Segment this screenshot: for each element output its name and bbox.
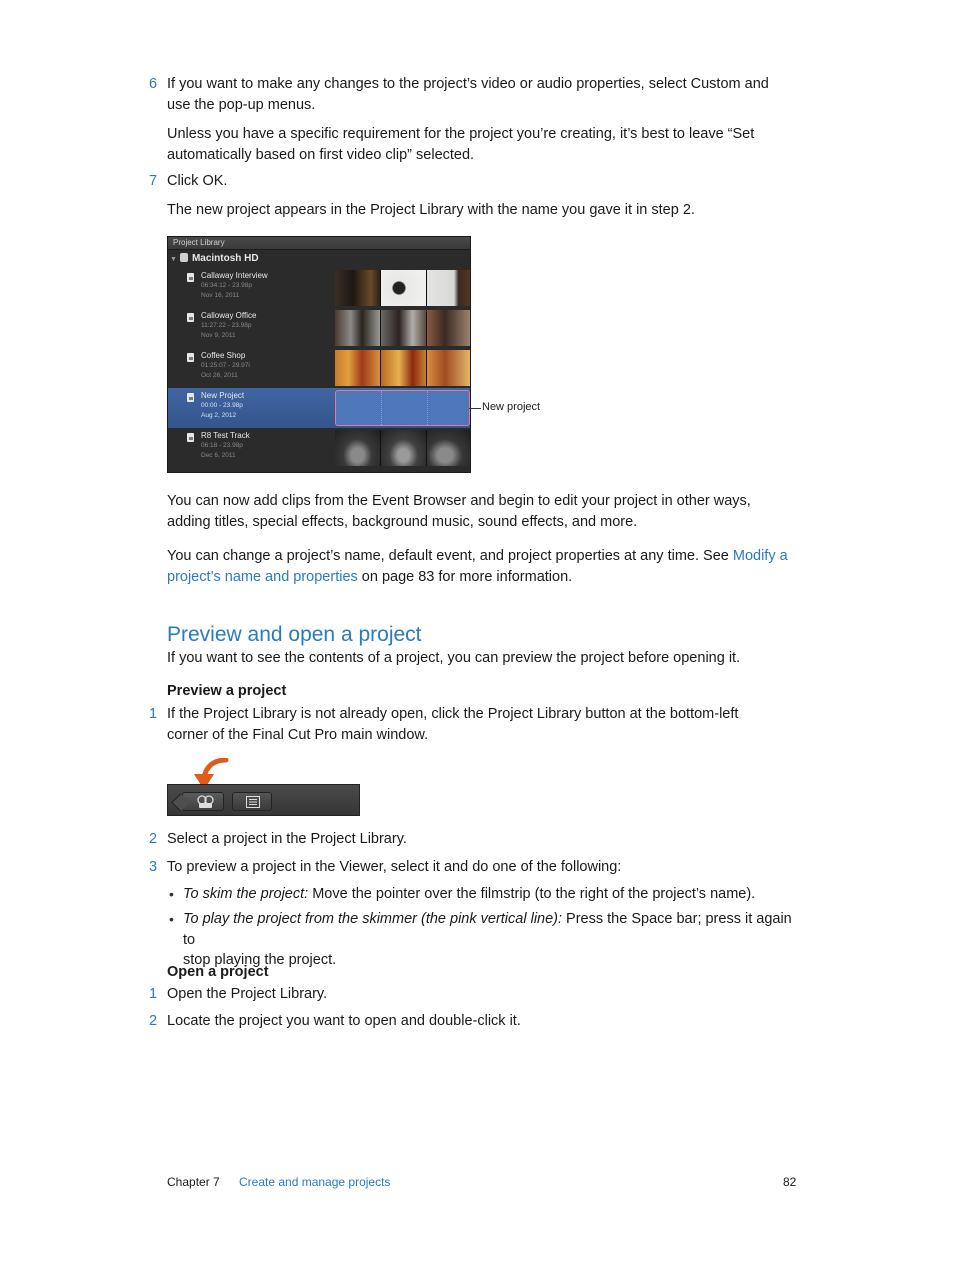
callout-label: New project (482, 401, 541, 413)
project-meta (201, 361, 250, 381)
document-icon (187, 273, 194, 282)
project-row[interactable] (168, 308, 470, 348)
bullet-icon: • (169, 886, 174, 902)
project-date: Aug 2, 2012 (201, 412, 237, 419)
modify-project-link[interactable]: project’s name and properties (167, 568, 358, 585)
filmstrip-frame (427, 430, 470, 466)
hard-drive-icon (180, 253, 188, 262)
paragraph-line (167, 567, 797, 588)
step-result: The new project appears in the Project Library with the name you gave it in step 2. (167, 202, 695, 218)
footer-chapter: Chapter 7 (167, 1175, 220, 1189)
project-library-header: Project Library (168, 237, 470, 250)
step-number: 1 (149, 706, 158, 722)
filmstrip-frame (381, 310, 427, 346)
project-name: Coffee Shop (201, 351, 246, 360)
step-number: 1 (149, 986, 158, 1002)
footer-chapter-link[interactable]: Create and manage projects (239, 1175, 391, 1189)
filmstrip-frame (335, 310, 381, 346)
project-filmstrip[interactable] (335, 310, 470, 346)
bullet-text (183, 884, 798, 905)
paragraph-line: adding titles, special effects, background music, sound effects, and more. (167, 513, 638, 530)
step-text: To preview a project in the Viewer, select it and do one of the following: (167, 859, 622, 875)
paragraph-text: on page 83 for more information. (357, 568, 573, 585)
document-icon (187, 353, 194, 362)
filmstrip-frame (381, 430, 427, 466)
step-text (167, 704, 797, 745)
subheading: Preview a project (167, 683, 287, 699)
callout-line (469, 408, 481, 409)
project-library-button-icon (195, 795, 217, 809)
project-row[interactable] (168, 348, 470, 388)
paragraph-text: You can change a project’s name, default event, and project properties at any time. See (167, 548, 733, 564)
filmstrip-frame (336, 391, 382, 426)
project-row-selected[interactable] (168, 388, 470, 428)
document-icon (187, 393, 194, 402)
step-note-line: automatically based on first video clip” selected. (167, 146, 475, 163)
modify-project-link[interactable]: Modify a (732, 548, 788, 564)
toolbar-screenshot (167, 784, 360, 816)
project-name: New Project (201, 391, 245, 400)
bullet-line: stop playing the project. (183, 952, 337, 968)
step-number: 7 (149, 173, 158, 189)
empty-project-filmstrip[interactable] (335, 390, 470, 426)
subheading: Open a project (167, 964, 269, 980)
step-number: 3 (149, 859, 158, 875)
paragraph (167, 546, 797, 587)
step-text (167, 74, 797, 115)
project-timecode: 00:00 - 23.98p (201, 402, 243, 409)
drive-label: Macintosh HD (191, 253, 259, 264)
project-filmstrip[interactable] (335, 270, 470, 306)
project-date: Nov 16, 2011 (201, 292, 240, 299)
filmstrip-frame (335, 270, 381, 306)
bullet-line (183, 909, 798, 950)
project-timecode: 06:18 - 23.98p (201, 442, 243, 449)
step-number: 6 (149, 76, 158, 92)
project-date: Nov 9, 2011 (201, 332, 236, 339)
page-number: 82 (783, 1175, 797, 1189)
project-meta (201, 401, 243, 421)
project-meta (201, 441, 243, 461)
event-list-button-icon (246, 796, 260, 808)
document-icon (187, 433, 194, 442)
project-library-screenshot (167, 236, 471, 473)
drive-row[interactable] (168, 250, 470, 268)
filmstrip-frame (428, 391, 470, 426)
project-filmstrip[interactable] (335, 350, 470, 386)
project-filmstrip[interactable] (335, 430, 470, 466)
project-library-button[interactable] (182, 792, 224, 811)
step-text-line: use the pop-up menus. (167, 96, 316, 113)
bullet-body: Press the Space bar; press it again to (183, 911, 792, 948)
project-row[interactable] (168, 268, 470, 308)
step-text: Open the Project Library. (167, 986, 328, 1002)
step-text-line: If you want to make any changes to the project’s video or audio properties, select Custom and (167, 76, 769, 92)
project-name: R8 Test Track (201, 431, 250, 440)
bullet-body: Move the pointer over the filmstrip (to the right of the project’s name). (308, 886, 756, 902)
step-text-line: If the Project Library is not already open, click the Project Library button at the bottom-left (167, 706, 739, 722)
step-text: Select a project in the Project Library. (167, 831, 407, 847)
project-meta (201, 281, 252, 301)
section-intro: If you want to see the contents of a project, you can preview the project before opening it. (167, 650, 741, 666)
bullet-icon: • (169, 911, 174, 927)
step-note (167, 124, 797, 165)
filmstrip-frame (427, 270, 470, 306)
step-note-line: Unless you have a specific requirement for the project you’re creating, it’s best to leave “Set (167, 126, 755, 142)
section-title: Preview and open a project (167, 623, 422, 646)
bullet-lead: To play the project from the skimmer (the pink vertical line): (183, 911, 563, 927)
project-date: Oct 26, 2011 (201, 372, 238, 379)
project-timecode: 01:25:07 - 29.97i (201, 362, 250, 369)
filmstrip-frame (381, 350, 427, 386)
paragraph-line (167, 546, 797, 567)
filmstrip-frame (382, 391, 428, 426)
step-number: 2 (149, 1013, 158, 1029)
project-row[interactable] (168, 428, 470, 468)
filmstrip-frame (335, 430, 381, 466)
project-timecode: 11:27:22 - 23.98p (201, 322, 252, 329)
document-icon (187, 313, 194, 322)
bullet-lead: To skim the project: (183, 886, 309, 902)
filmstrip-frame (381, 270, 427, 306)
paragraph (167, 491, 797, 532)
step-text: Locate the project you want to open and double-click it. (167, 1013, 521, 1029)
project-meta (201, 321, 251, 341)
step-number: 2 (149, 831, 158, 847)
filmstrip-frame (427, 310, 470, 346)
project-date: Dec 6, 2011 (201, 452, 236, 459)
event-list-button[interactable] (232, 792, 272, 811)
paragraph-line: You can now add clips from the Event Browser and begin to edit your project in other ways, (167, 493, 751, 509)
filmstrip-frame (335, 350, 381, 386)
filmstrip-frame (427, 350, 470, 386)
project-timecode: 06:34:12 - 23.98p (201, 282, 252, 289)
disclosure-triangle-icon[interactable]: ▼ (170, 256, 177, 263)
step-text: Click OK. (167, 173, 228, 189)
project-name: Callaway Interview (201, 271, 268, 280)
project-name: Calloway Office (201, 311, 257, 320)
step-text-line: corner of the Final Cut Pro main window. (167, 726, 429, 743)
